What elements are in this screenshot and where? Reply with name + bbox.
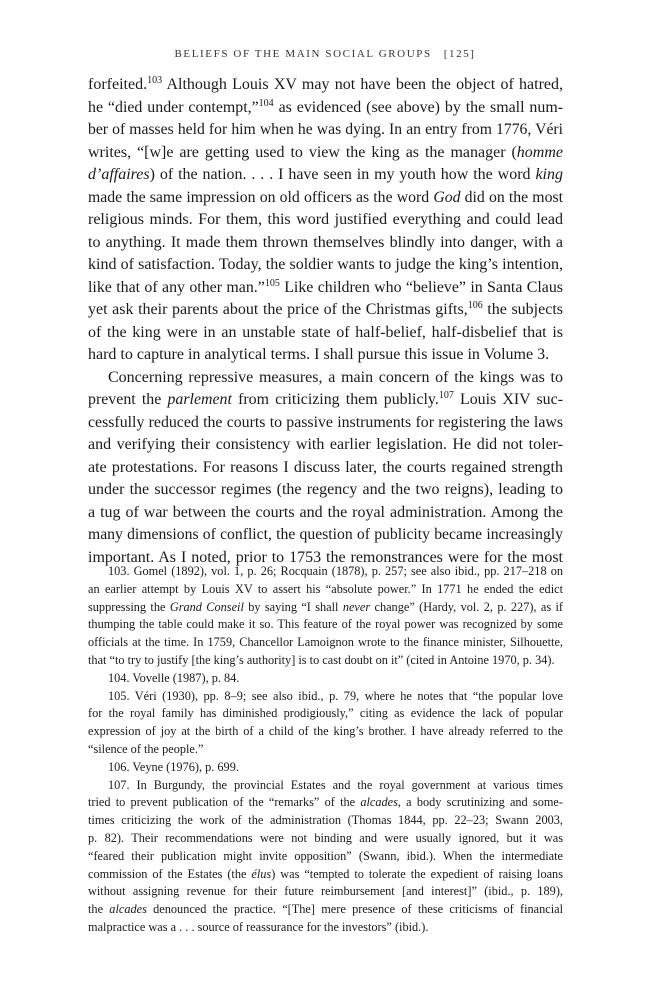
body-line: and verifying their consistency with earlier legislation. He did not toler- [88,436,563,453]
body-line: yet ask their parents about the price of the Christmas gifts,$^{106}$ the subjects [88,300,563,318]
chapter-title: BELIEFS OF THE MAIN SOCIAL GROUPS [174,48,432,60]
body-line: he “died under contempt,”$^{104}$ as evidenced (see above) by the small num- [88,97,563,116]
body-line: Concerning repressive measures, a main concern of the kings was to [108,368,563,386]
footnote-line: “silence of the people.” [88,741,204,756]
body-line: prevent the parlement from criticizing them publicly.$^{107}$ Louis XIV suc- [88,390,563,408]
body-line: a tug of war between the courts and the royal administration. Among the [88,503,563,521]
footnote-line: expression of joy at the birth of a child of the king’s brother. I have already referred to the [88,724,563,739]
body-line: kind of satisfaction. Today, the soldier wants to judge the king’s intention, [88,256,563,273]
footnote-line: malpractice was a . . . source of reassurance for the investors” (ibid.). [88,919,429,934]
footnote-line: 105. Véri (1930), pp. 8–9; see also ibid., p. 79, where he notes that “the popular love [108,688,563,703]
body-line: ate protestations. For reasons I discuss later, the courts regained strength [88,458,563,476]
body-line: many dimensions of conflict, the question of publicity became increasingly [88,526,563,543]
body-line: made the same impression on old officers as the word God did on the most [88,188,563,206]
footnote-line: “feared their publication might invite opposition” (Swann, ibid.). When the intermediate [88,848,563,863]
running-head [0,48,650,60]
footnote-line: tried to prevent publication of the “remarks” of the alcades, a body scrutinizing and some- [88,795,563,810]
body-line: under the successor regimes (the regency and the two reigns), leading to [88,481,563,498]
footnote-line: 106. Veyne (1976), p. 699. [108,759,239,774]
body-line: forfeited.$^{103}$ Although Louis XV may not have been the object of hatred, [88,75,563,93]
body-line: cessfully reduced the courts to passive instruments for registering the laws [88,413,563,431]
body-line: like that of any other man.”$^{105}$ Like children who “believe” in Santa Claus [88,277,563,296]
page-number: [125] [443,48,476,60]
footnote-line: 104. Vovelle (1987), p. 84. [108,670,240,685]
footnote-line: suppressing the Grand Conseil by saying “I shall never change” (Hardy, vol. 2, p. 227), as if [88,599,563,614]
footnote-line: the alcades denounced the practice. “[The] mere presence of these criticisms of financial [88,902,563,917]
body-line: important. As I noted, prior to 1753 the remonstrances were for the most [88,548,563,566]
footnote-line: officials at the time. In 1759, Chancellor Lamoignon wrote to the finance minister, Silhouette, [88,635,563,650]
body-text [88,74,563,569]
body-line: hard to capture in analytical terms. I shall pursue this issue in Volume 3. [88,346,550,363]
body-line: religious minds. For them, this word justified everything and could lead [88,211,563,228]
footnote-line: p. 82). Their recommendations were not binding and were usually ignored, but it was [88,830,563,845]
body-line: ber of masses held for him when he was dying. In an entry from 1776, Véri [88,121,563,138]
body-line: d’affaires) of the nation. . . . I have seen in my youth how the word king [88,166,563,183]
footnote-line: 107. In Burgundy, the provincial Estates and the royal government at various times [108,777,563,792]
body-line: writes, “[w]e are getting used to view the king as the manager (homme [88,143,563,161]
body-line: of the king were in an unstable state of half-belief, half-disbelief that is [88,323,563,341]
footnotes [88,563,563,937]
footnote-line: that “to try to justify [the king’s authority] is to cast doubt on it” (cited in Antoine 1970, p. 34). [88,652,555,667]
footnote-line: an earlier attempt by Louis XV to assert his “absolute power.” In 1771 he ended the edict [88,581,563,596]
footnote-line: for the royal family has diminished prodigiously,” citing as evidence the lack of popular [88,706,563,721]
footnote-line: without assigning revenue for their future reimbursement [and interest]” (ibid., p. 189), [88,884,563,899]
footnote-line: commission of the Estates (the élus) was “tempted to tolerate the expedient of raising loans [88,866,563,881]
footnote-line: times criticizing the work of the administration (Thomas 1844, pp. 22–23; Swann 2003, [88,813,563,828]
footnote-line: thumping the table could make it so. This feature of the royal power was recognized by some [88,617,563,632]
body-line: to anything. It made them thrown themselves blindly into danger, with a [88,233,563,251]
footnote-line: 103. Gomel (1892), vol. 1, p. 26; Rocquain (1878), p. 257; see also ibid., pp. 217–218 on [108,564,563,578]
